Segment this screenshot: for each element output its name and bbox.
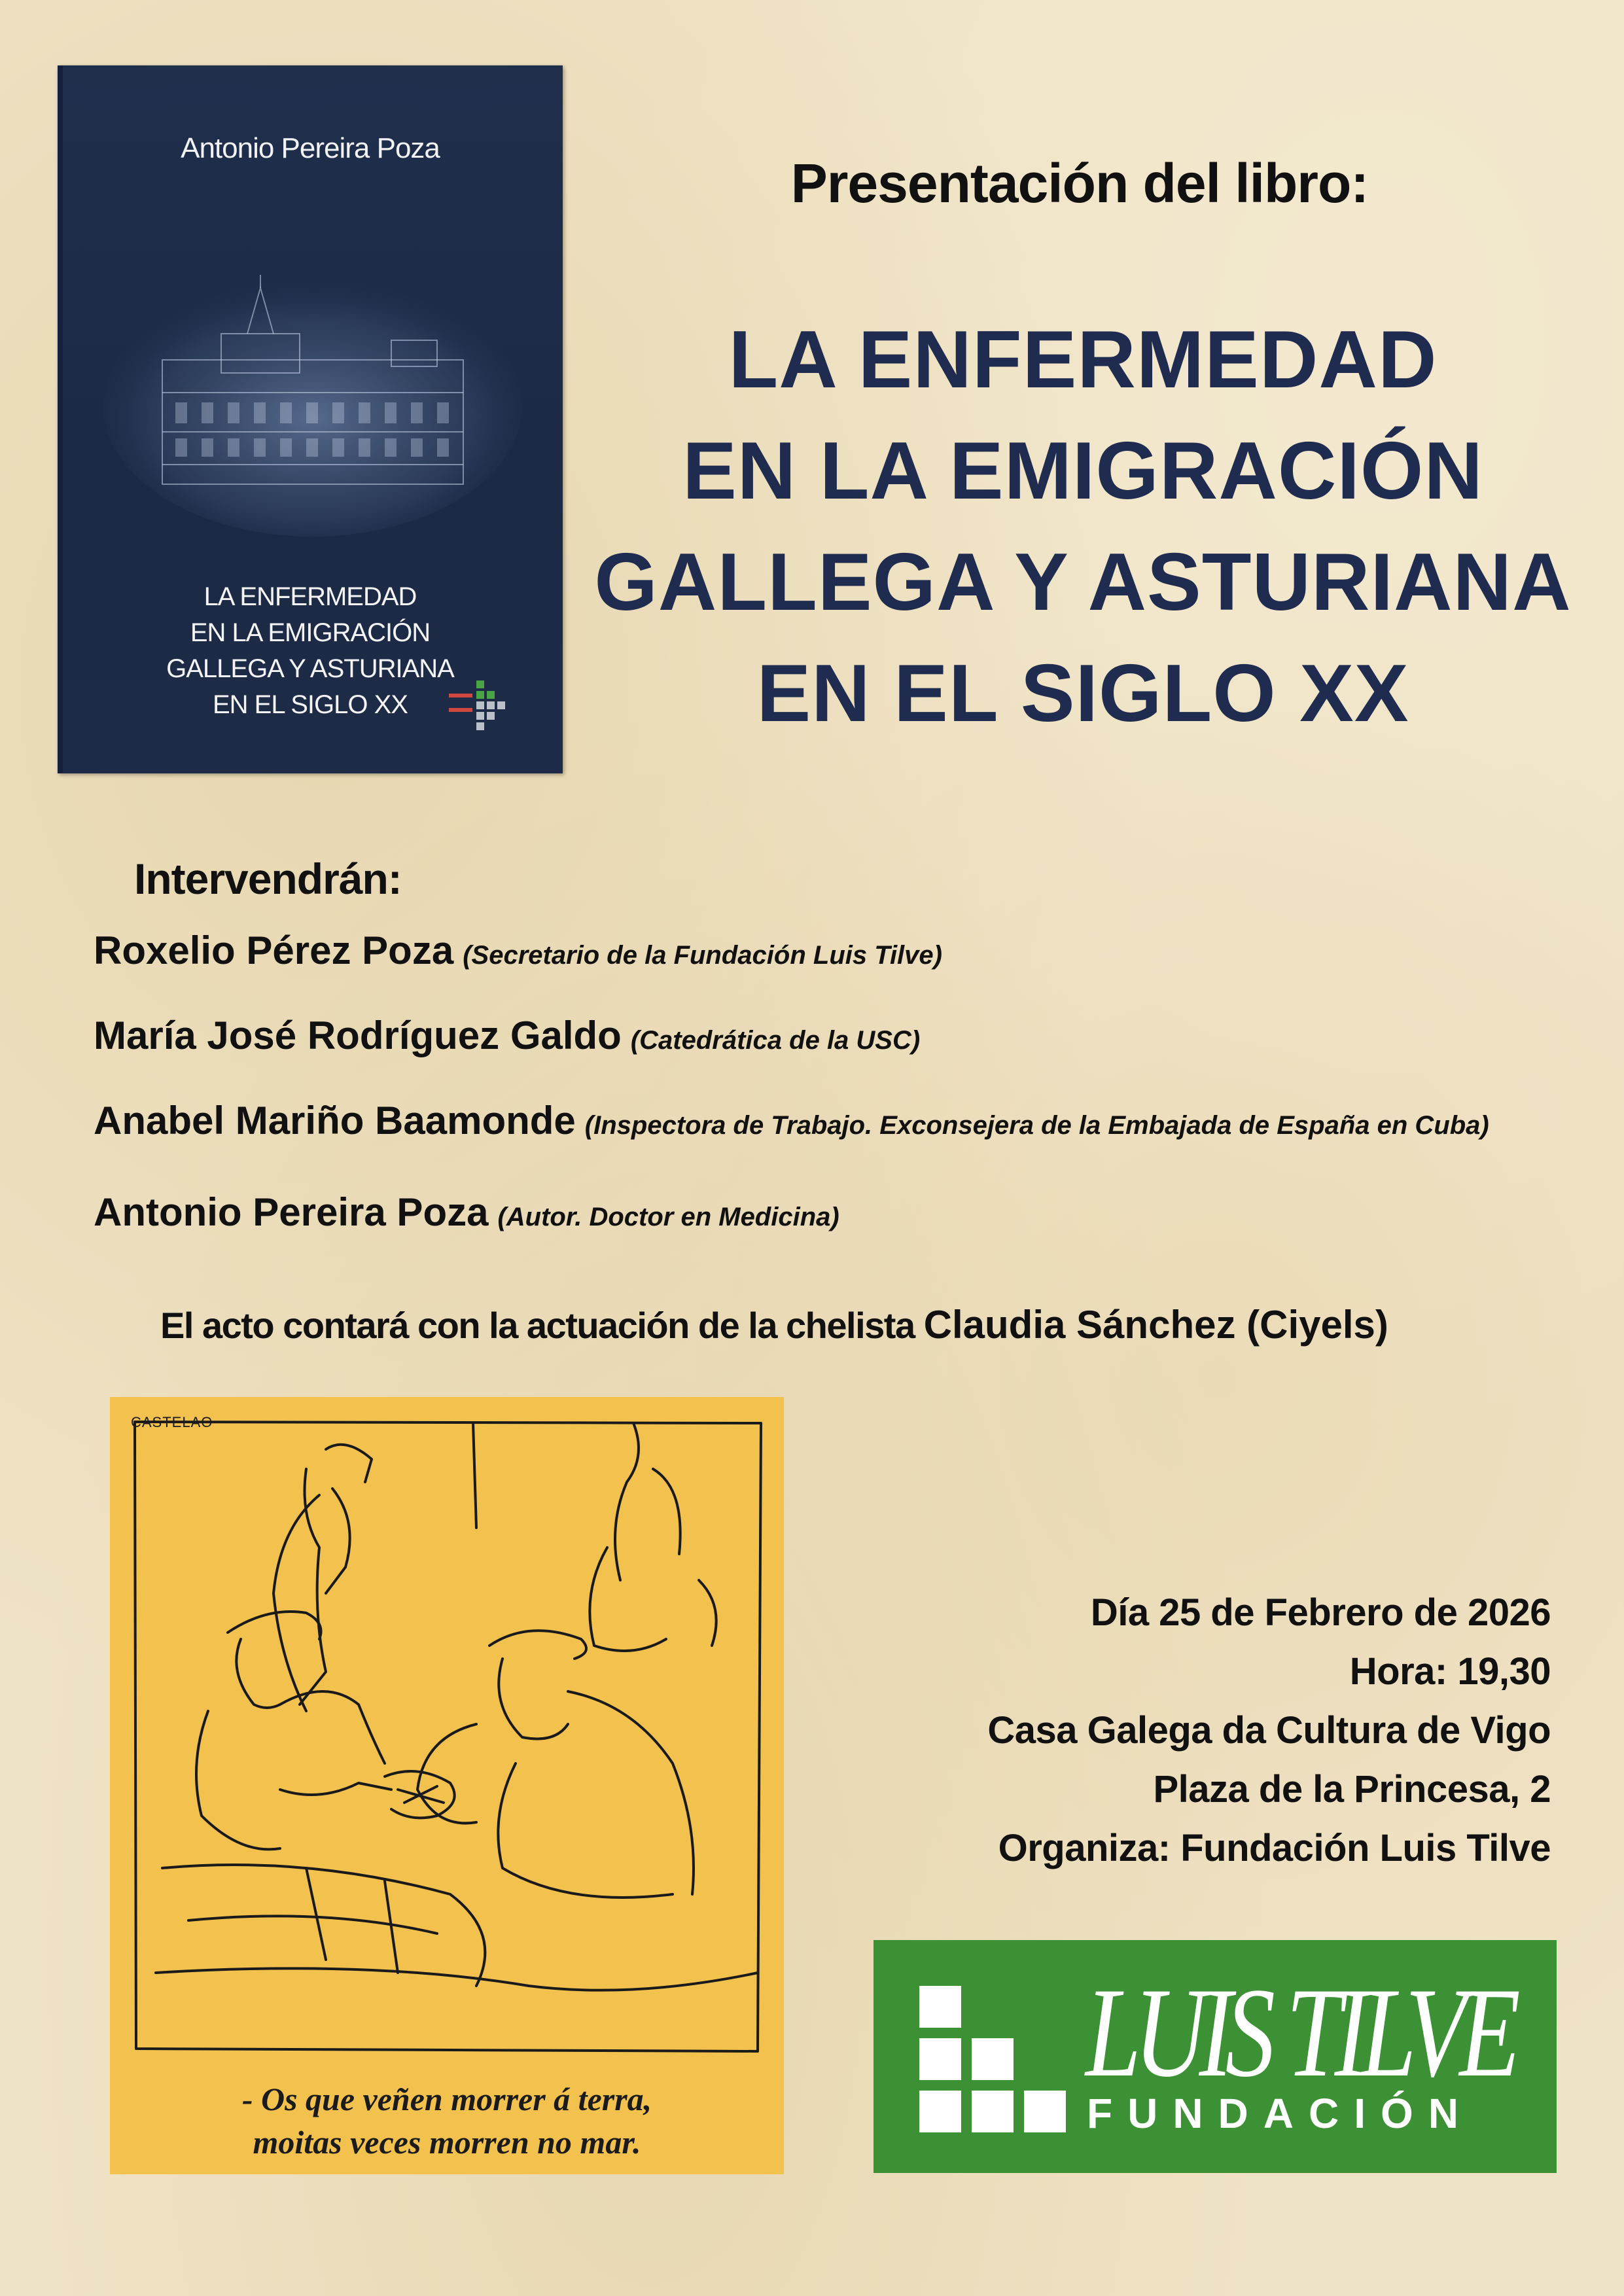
book-title bbox=[576, 304, 1590, 749]
book-title-line: LA ENFERMEDAD bbox=[728, 315, 1438, 405]
event-details bbox=[851, 1583, 1551, 1878]
speakers-label: Intervendrán: bbox=[134, 855, 402, 903]
foundation-logo bbox=[874, 1940, 1557, 2173]
foundation-name: LUIS TILVE bbox=[1086, 1962, 1513, 2104]
event-time: Hora: 19,30 bbox=[1349, 1650, 1551, 1693]
cover-building-image bbox=[103, 262, 522, 537]
speaker-name: María José Rodríguez Galdo bbox=[94, 1014, 622, 1057]
book-cover bbox=[58, 65, 563, 773]
illustration-caption bbox=[110, 2077, 784, 2164]
speaker-role: (Inspectora de Trabajo. Exconsejera de la Embajada de España en Cuba) bbox=[584, 1111, 1489, 1140]
event-organizer: Organiza: Fundación Luis Tilve bbox=[998, 1827, 1551, 1869]
speaker-name: Anabel Mariño Baamonde bbox=[94, 1099, 576, 1142]
book-title-line: EN EL SIGLO XX bbox=[756, 648, 1409, 739]
event-address: Plaza de la Princesa, 2 bbox=[1153, 1768, 1551, 1810]
speaker-item bbox=[94, 1190, 839, 1235]
foundation-squares-icon bbox=[919, 1986, 1070, 2132]
speaker-item bbox=[94, 928, 942, 973]
event-venue: Casa Galega da Cultura de Vigo bbox=[987, 1709, 1551, 1752]
illustration-drawing bbox=[110, 1397, 784, 2174]
cover-title-line: GALLEGA Y ASTURIANA bbox=[166, 654, 454, 683]
presentation-label: Presentación del libro: bbox=[790, 152, 1369, 214]
book-title-line: EN LA EMIGRACIÓN bbox=[682, 426, 1483, 516]
book-title-line: GALLEGA Y ASTURIANA bbox=[594, 537, 1572, 627]
performer-name: Claudia Sánchez (Ciyels) bbox=[923, 1303, 1388, 1347]
event-date: Día 25 de Febrero de 2026 bbox=[1090, 1591, 1551, 1634]
performance-text: El acto contará con la actuación de la chelista bbox=[160, 1305, 915, 1346]
speaker-item bbox=[94, 1013, 920, 1058]
cover-publisher-logo-icon bbox=[444, 674, 509, 739]
cover-title-line: EN EL SIGLO XX bbox=[213, 690, 408, 719]
speaker-role: (Catedrática de la USC) bbox=[630, 1026, 921, 1055]
cover-title-line: EN LA EMIGRACIÓN bbox=[190, 618, 431, 647]
cover-title-line: LA ENFERMEDAD bbox=[203, 582, 417, 611]
cover-author: Antonio Pereira Poza bbox=[181, 132, 440, 164]
illustration-signature: CASTELAO bbox=[131, 1414, 213, 1430]
caption-line: - Os que veñen morrer á terra, bbox=[241, 2081, 652, 2117]
speaker-role: (Secretario de la Fundación Luis Tilve) bbox=[463, 941, 942, 970]
speaker-item bbox=[94, 1098, 1489, 1143]
speaker-name: Antonio Pereira Poza bbox=[94, 1190, 489, 1234]
performance-note bbox=[160, 1302, 1388, 1347]
caption-line: moitas veces morren no mar. bbox=[253, 2124, 641, 2161]
speaker-name: Roxelio Pérez Poza bbox=[94, 928, 454, 972]
foundation-subtitle: FUNDACIÓN bbox=[1087, 2090, 1474, 2137]
castelao-illustration bbox=[110, 1397, 784, 2174]
speaker-role: (Autor. Doctor en Medicina) bbox=[497, 1203, 839, 1231]
